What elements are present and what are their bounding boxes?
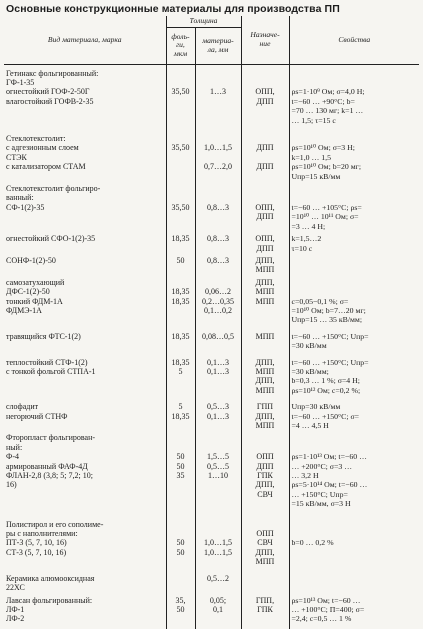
table-row	[4, 184, 419, 234]
table-row	[4, 402, 419, 433]
purpose-cell: ДПП, МПП	[241, 256, 289, 278]
header-properties: Свойства	[289, 16, 419, 64]
purpose-cell: ГПП, ГПК	[241, 596, 289, 629]
properties-cell: ρs=10¹³ Ом; t=−60 … … +100°С; П=400; σ= =2,4; c=0,5 … 1 %	[289, 596, 419, 629]
properties-cell: Uпр=30 кВ/мм t=−60 … +150°С; σ= =4 … 4,5 Н	[289, 402, 419, 433]
table-header	[4, 16, 419, 64]
material-thickness-cell: 0,5…3 0,1…3	[195, 402, 241, 433]
purpose-cell: ОПП, ДПП	[241, 64, 289, 134]
purpose-cell: ОПП, ДПП	[241, 234, 289, 256]
material-thickness-cell: 1…3	[195, 64, 241, 134]
foil-thickness-cell: 35,50	[166, 184, 195, 234]
purpose-cell: ОПП, ДПП	[241, 184, 289, 234]
material-cell: теплостойкий СТФ-1(2) с тонкой фольгой СТПА-1	[6, 357, 96, 376]
table-row	[4, 574, 419, 596]
material-cell: Фторопласт фольгирован- ный: Ф-4 армированный ФАФ-4Д ФЛАН-2,8 (3,8; 5; 7,2; 10; 16)	[6, 433, 96, 490]
properties-cell: ρs=10¹⁰ Ом; σ=3 Н; k=1,0 … 1,5 ρs=10¹⁰ Ом; b=20 мг; Uпр=15 кВ/мм	[289, 134, 419, 184]
table-body	[4, 64, 419, 629]
material-cell: самозатухающий ДФС-1(2)-50 тонкий ФДМ-1А ФДМЭ-1А	[6, 277, 65, 315]
purpose-cell	[241, 574, 289, 596]
foil-thickness-cell: 18,35 18,35	[166, 278, 195, 332]
material-thickness-cell: 0,1…3 0,1…3	[195, 358, 241, 403]
material-thickness-cell: 0,05; 0,1	[195, 596, 241, 629]
table-row	[4, 278, 419, 332]
page-title: Основные конструкционные материалы для производства ПП	[6, 3, 340, 15]
material-cell: Керамика алюмооксидная 22ХС	[6, 573, 95, 593]
material-cell: травящийся ФТС-1(2)	[6, 331, 81, 341]
table-row	[4, 433, 419, 519]
foil-thickness-cell: 50 50 35	[166, 433, 195, 519]
purpose-cell: МПП	[241, 332, 289, 358]
purpose-cell: ДПП, МПП ДПП, МПП	[241, 358, 289, 403]
table-row	[4, 596, 419, 629]
table-row	[4, 256, 419, 278]
header-material-thickness: материа- ла, мм	[195, 27, 241, 64]
material-cell: слофадит негорючий СТНФ	[6, 402, 68, 421]
table-row	[4, 520, 419, 574]
material-thickness-cell: 1,5…5 0,5…5 1…10	[195, 433, 241, 519]
material-thickness-cell: 1,0…1,5 0,7…2,0	[195, 134, 241, 184]
purpose-cell: ОПП СВЧ ДПП, МПП	[241, 520, 289, 574]
foil-thickness-cell: 35,50	[166, 134, 195, 184]
material-cell: Лавсан фольгированный: ЛФ-1 ЛФ-2	[6, 595, 93, 624]
material-thickness-cell: 0,06…2 0,2…0,35 0,1…0,2	[195, 278, 241, 332]
material-thickness-cell: 0,8…3	[195, 256, 241, 278]
material-thickness-cell: 0,5…2	[195, 574, 241, 596]
material-cell: огнестойкий СФО-1(2)-35	[6, 234, 96, 244]
material-thickness-cell: 0,08…0,5	[195, 332, 241, 358]
material-cell: Стеклотекстолит фольгиро- ванный: СФ-1(2)-35	[6, 184, 101, 212]
properties-cell: c=0,05−0,1 %; σ= =10¹⁰ Ом; b=7…20 мг; Uпр=15 … 35 кВ/мм;	[289, 278, 419, 332]
header-thickness: Толщина	[166, 16, 241, 27]
header-material: Вид материала, марка	[4, 16, 166, 64]
material-cell: СОНФ-1(2)-50	[6, 255, 56, 265]
table-row	[4, 332, 419, 358]
purpose-cell: ДПП, МПП МПП	[241, 278, 289, 332]
foil-thickness-cell: 18,35	[166, 332, 195, 358]
material-thickness-cell: 0,8…3	[195, 184, 241, 234]
purpose-cell: ДПП ДПП	[241, 134, 289, 184]
properties-cell: t=−60 … +150°С; Uпр= =30 кВ/мм; b=0,3 … 1 %; σ=4 Н; ρs=10¹² Ом; c=0,2 %;	[289, 358, 419, 403]
material-thickness-cell: 1,0…1,5 1,0…1,5	[195, 520, 241, 574]
material-thickness-cell: 0,8…3	[195, 234, 241, 256]
material-cell: Гетинакс фольгированный: ГФ-1-35 огнестойкий ГОФ-2-50Г влагостойкий ГОФВ-2-35	[6, 68, 99, 106]
properties-cell: b=0 … 0,2 %	[289, 520, 419, 574]
header-purpose: Назначе- ние	[241, 16, 289, 64]
properties-cell: ρs=1·10¹³ Ом; t=−60 … … +200°С; σ=3 … … 3,2 Н ρs=5·10¹⁴ Ом; t=−60 … … +150°С; Uпр= =15 кВ/мм, σ=3 Н	[289, 433, 419, 519]
properties-cell: k=1,5…2 τ=10 с	[289, 234, 419, 256]
purpose-cell: ОПП ДПП ГПК ДПП, СВЧ	[241, 433, 289, 519]
foil-thickness-cell: 50 50	[166, 520, 195, 574]
materials-table	[4, 16, 419, 629]
foil-thickness-cell: 35,50	[166, 64, 195, 134]
foil-thickness-cell	[166, 574, 195, 596]
table-row	[4, 64, 419, 134]
header-foil: фоль- ги, мкм	[166, 27, 195, 64]
table-row	[4, 234, 419, 256]
properties-cell: t=−60 … +150°С; Uпр= =30 кВ/мм	[289, 332, 419, 358]
table-row	[4, 134, 419, 184]
material-cell: Стеклотекстолит: с адгезионным слоем СТЭК с катализатором СТАМ	[6, 134, 86, 172]
properties-cell	[289, 256, 419, 278]
foil-thickness-cell: 35, 50	[166, 596, 195, 629]
properties-cell	[289, 574, 419, 596]
table-row	[4, 358, 419, 403]
foil-thickness-cell: 5 18,35	[166, 402, 195, 433]
foil-thickness-cell: 50	[166, 256, 195, 278]
foil-thickness-cell: 18,35 5	[166, 358, 195, 403]
foil-thickness-cell: 18,35	[166, 234, 195, 256]
material-cell: Полистирол и его сополиме- ры с наполнителями: ПТ-3 (5, 7, 10, 16) СТ-3 (5, 7, 10, 16)	[6, 519, 104, 557]
purpose-cell: ГПП ДПП, МПП	[241, 402, 289, 433]
properties-cell: ρs=1·10⁹ Ом; σ=4,0 Н; t=−60 … +90°С; b= =70 … 130 мг; k=1 … … 1,5; τ=15 с	[289, 64, 419, 134]
properties-cell: t=−60 … +105°С; ρs= =10¹⁰ … 10¹¹ Ом; σ= =3 … 4 Н;	[289, 184, 419, 234]
